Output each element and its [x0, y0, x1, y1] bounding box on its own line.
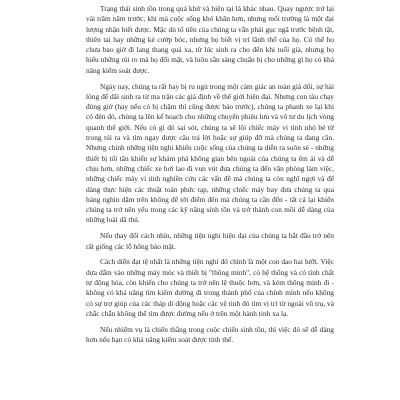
paragraph-1: Trạng thái sinh tồn trong quá khứ và hiện tại là khác nhau. Quay ngược trở lại vài trăm năm trước, khi mà cuộc sống khó khăn hơn, nhưng mối trường là một đại lượng nhận biết được. Mặc dù tổ tiên của chúng ta vẫn phải gục ngã trước bệnh tật, thiên tai hay những kẻ cướp bóc, nhưng họ biết vị trí lãnh thổ của họ. Có thể họ chưa bao giờ đi lang thang quá xa, từ lúc sinh ra cho đến khi tuổi già, nhưng họ hiểu những rủi ro mà họ đối mặt, và luôn sẵn sàng chuẩn bị cho những gì họ có khả năng kiểm soát được. — [86, 4, 334, 75]
paragraph-5: Nếu nhiệm vụ là chiến thắng trong cuộc chiến sinh tồn, thì việc đó sẽ dễ dàng hơn nếu bạn có khả năng kiểm soát được tình thế. — [86, 324, 334, 344]
paragraph-4: Cách diễn đạt tệ nhất là những tiện nghi đó chính là một con dao hai lưỡi. Việc dựa dẫm vào những máy móc và thiết bị "thông minh", có hệ thống và có tính chất tự động hóa, còn khiến cho chúng ta trở nên lệ thuộc hơn, và kém thông minh đi - không có khả năng tìm kiếm đường đi trong thành phố của chính mình nếu không có sự trợ giúp của các tháp di động hoặc các vệ tinh đó tìm vị trí từ ngoài vũ trụ, và chắc chắn không thể tìm được đường nếu ở trên một hành tinh xa lạ. — [86, 257, 334, 318]
paragraph-3: Nếu thay đổi cách nhìn, những tiện nghi hiện đại của chúng ta bắt đầu trở nên rất giống các lỗ hổng bảo mật. — [86, 231, 334, 251]
paragraph-2: Ngày nay, chúng ta rất hay bị ru ngủ trong một cảm giác an toàn giả dối, sự hài lòng để dãi sinh ra từ ma trận các giả định về thế giới hiện đại. Nhưng con tàu chạy đúng giờ (hay nếu có bị chậm thì cũng được báo trước), chúng ta phanh xe lại khi có đèn đỏ, chúng ta lên kế hoạch cho những chuyến phiêu lưu và vô tư du lịch vòng quanh thế giới. Nếu có gì đó sai sót, chúng ta sẽ lôi chiếc máy vi tính nhỏ bé từ trong túi ra và tìm ngay được câu trả lời hoặc sự giúp đỡ mà chúng ta đang cần. Nhưng chính những tiện nghi khiến cuộc sống của chúng ta diễn ra suôn sẻ - những thiết bị tối tân khiến sự khám phá không gian bên ngoài của chúng ta êm ái và dễ chịu hơn, những chiếc xe hơi lao đi vun vút đưa chúng ta đến văn phòng làm việc, những chiếc máy vi tính nghiền cứu các vấn đề mà chúng ta còn nghĩ ngợi và để dàng thực hiện các thuật toán phức tạp, những chiếc máy bay đưa chúng ta qua hàng nghìn dặm trên không để tới điểm đến mà chúng ta cần đến - tất cả lại khiến chúng ta trở nên yếu trong các kỹ năng sinh tồn và trở thành con mồi dễ dàng của những loài dã thú. — [86, 81, 334, 225]
body-text — [86, 4, 334, 351]
